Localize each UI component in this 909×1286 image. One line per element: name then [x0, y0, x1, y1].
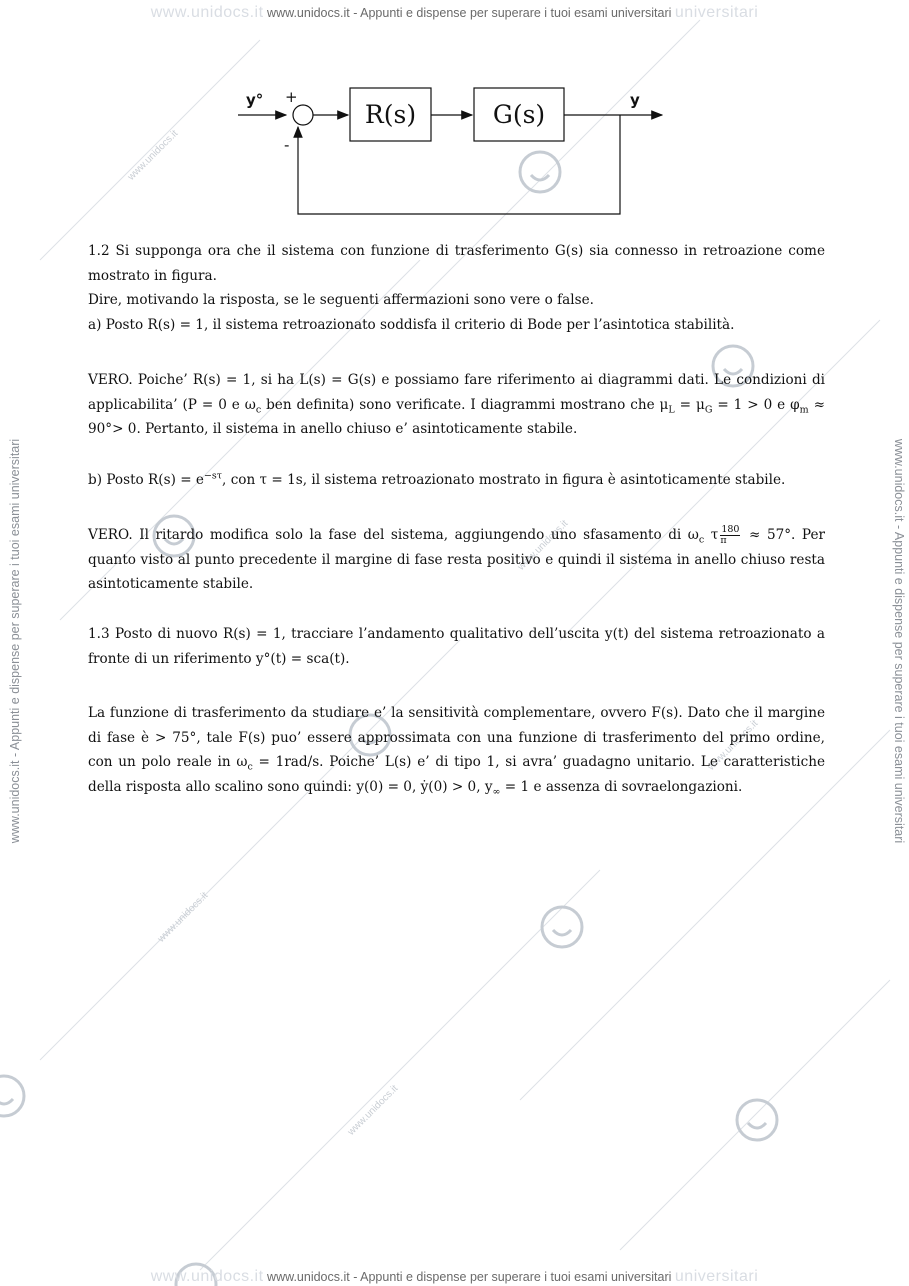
- feedback-block-diagram: [230, 74, 670, 224]
- block-r-label: R(s): [364, 100, 417, 129]
- paragraph: 1.3 Posto di nuovo R(s) = 1, tracciare l’andamento qualitativo dell’uscita y(t) del sistema retroazionato a fronte di un riferimento y°(t) = sca(t).: [88, 626, 825, 667]
- watermark-side-right: www.unidocs.it - Appunti e dispense per superare i tuoi esami universitari: [892, 438, 906, 844]
- watermark-footer: [0, 1268, 909, 1286]
- watermark-diag-text: www.unidocs.it: [345, 1083, 401, 1138]
- answer-text: ben definita) sono verificate. I diagrammi mostrano che μ: [261, 396, 669, 413]
- answer-text: τ: [704, 527, 719, 543]
- watermark-header-text: www.unidocs.it - Appunti e dispense per superare i tuoi esami universitari: [267, 6, 672, 20]
- watermark-diag-text: www.unidocs.it: [125, 128, 181, 183]
- watermark-ghost-right: universitari: [674, 4, 759, 21]
- statement-b: [88, 468, 825, 493]
- answer-text: = 1rad/s. Poiche’ L(s) e’ di tipo 1, si avra’ guadagno unitario. Le caratteristiche della risposta allo scalino sono quindi: y(0) = 0, ẏ(0) > 0, y: [88, 754, 825, 795]
- answer-text: ≈ 57°. Per quanto visto al punto precedente il margine di fase resta positivo e quindi il sistema in anello chiuso resta asintoticamente stabile.: [88, 527, 825, 592]
- subscript: c: [247, 761, 253, 773]
- watermark-footer-text: www.unidocs.it - Appunti e dispense per superare i tuoi esami universitari: [267, 1270, 672, 1284]
- watermark-ghost-left: www.unidocs.it: [150, 4, 264, 21]
- plus-sign: +: [285, 88, 298, 106]
- question-1-3: [88, 622, 825, 671]
- statement-a: [88, 313, 825, 338]
- watermark-ghost-left: www.unidocs.it: [150, 1268, 264, 1285]
- paragraph: Dire, motivando la risposta, se le seguenti affermazioni sono vere o false.: [88, 292, 594, 308]
- superscript: −sτ: [203, 470, 223, 482]
- answer-text: = 1 e assenza di sovraelongazioni.: [500, 778, 743, 795]
- instruction: [88, 288, 825, 313]
- fraction: [720, 525, 740, 546]
- subscript: m: [799, 404, 809, 416]
- watermark-diag-text: www.unidocs.it: [705, 718, 761, 773]
- watermark-diag-text: www.unidocs.it: [515, 518, 571, 573]
- statement-text: b) Posto R(s) = e: [88, 472, 204, 488]
- watermark-diag-text: www.unidocs.it: [155, 890, 211, 945]
- input-label: y°: [246, 91, 264, 109]
- answer-1-3: [88, 701, 825, 799]
- answer-b: [88, 523, 825, 597]
- paragraph: 1.2 Si supponga ora che il sistema con funzione di trasferimento G(s) sia connesso in retroazione come mostrato in figura.: [88, 243, 825, 284]
- subscript: c: [698, 534, 705, 546]
- subscript: L: [668, 404, 675, 416]
- answer-text: = 1 > 0 e φ: [712, 396, 800, 413]
- watermark-side-left: www.unidocs.it - Appunti e dispense per superare i tuoi esami universitari: [8, 438, 22, 844]
- answer-text: La funzione di trasferimento da studiare e’ la sensitività complementare, ovvero F(s). Dato che il margine di fase è > 75°, tale F(s) puo’ essere approssimata con una funzione di trasferimento del primo ordine, con un polo reale in ω: [88, 705, 825, 770]
- subscript: G: [704, 404, 713, 416]
- minus-sign: -: [284, 136, 290, 154]
- watermark-header: [0, 4, 909, 22]
- answer-text: = μ: [674, 396, 705, 413]
- paragraph: a) Posto R(s) = 1, il sistema retroazionato soddisfa il criterio di Bode per l’asintotica stabilità.: [88, 317, 735, 333]
- answer-text: VERO. Il ritardo modifica solo la fase del sistema, aggiungendo uno sfasamento di ω: [88, 527, 699, 543]
- fraction-numerator: 180: [721, 524, 740, 535]
- fraction-denominator: π: [720, 535, 727, 546]
- watermark-ghost-right: universitari: [674, 1268, 759, 1285]
- answer-text: ≈ 90°> 0. Pertanto, il sistema in anello chiuso e’ asintoticamente stabile.: [88, 396, 825, 437]
- subscript: c: [255, 404, 262, 416]
- block-g-label: G(s): [492, 100, 546, 129]
- statement-text: , con τ = 1s, il sistema retroazionato mostrato in figura è asintoticamente stabile.: [222, 472, 786, 488]
- output-label: y: [630, 91, 640, 109]
- feedback-path: [298, 115, 620, 214]
- question-1-2: [88, 239, 825, 288]
- summing-junction: [293, 105, 313, 125]
- answer-text: VERO. Poiche’ R(s) = 1, si ha L(s) = G(s) e possiamo fare riferimento ai diagrammi dati. Le condizioni di applicabilita’ (P = 0 e ω: [88, 372, 825, 413]
- subscript: ∞: [492, 786, 501, 798]
- answer-a: [88, 368, 825, 442]
